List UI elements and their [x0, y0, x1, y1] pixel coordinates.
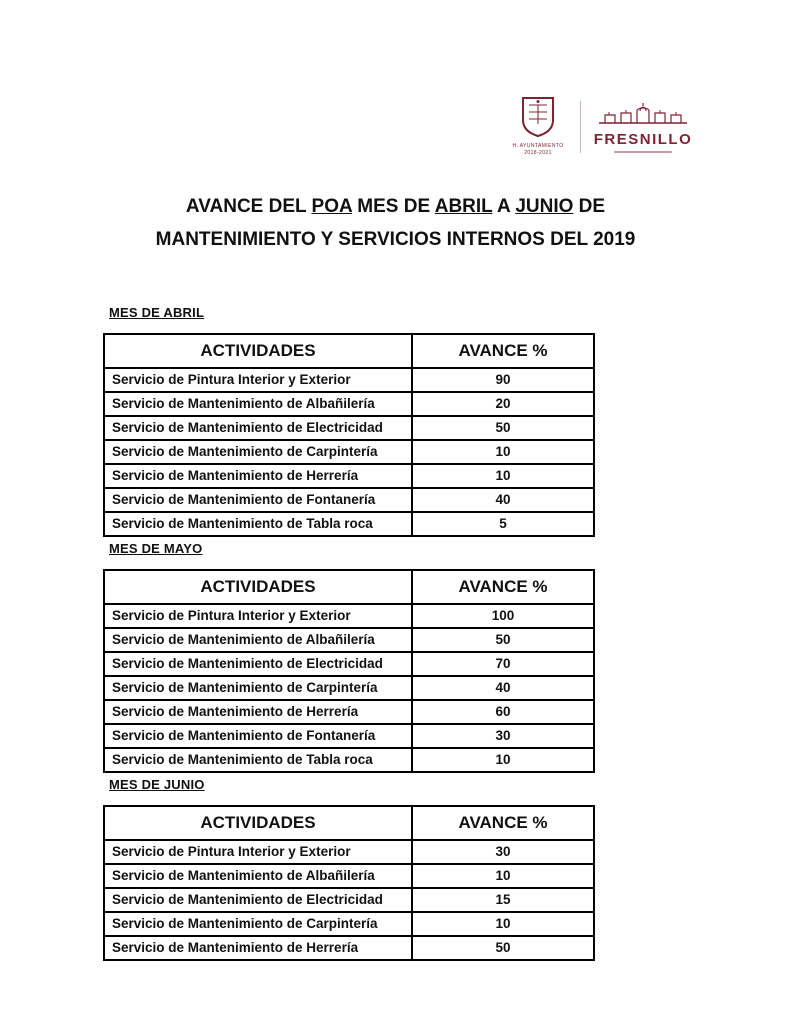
avance-cell: 10	[412, 912, 594, 936]
avance-header: AVANCE %	[412, 806, 594, 840]
activity-cell: Servicio de Mantenimiento de Electricidad	[104, 652, 412, 676]
section-label: MES DE MAYO	[109, 541, 203, 556]
table-row	[104, 416, 594, 440]
title-underlined-word: ABRIL	[434, 196, 493, 217]
avance-cell: 5	[412, 512, 594, 536]
table-row	[104, 368, 594, 392]
title-underlined-word: POA	[311, 196, 353, 217]
crest-caption-line2: 2018-2021	[524, 150, 552, 156]
table-row	[104, 604, 594, 628]
table-header-row	[104, 334, 594, 368]
avance-cell: 50	[412, 936, 594, 960]
table-row	[104, 748, 594, 772]
activity-cell: Servicio de Mantenimiento de Fontanería	[104, 488, 412, 512]
table-row	[104, 888, 594, 912]
title-underlined-word: JUNIO	[515, 196, 574, 217]
activity-cell: Servicio de Mantenimiento de Carpintería	[104, 912, 412, 936]
month-section	[103, 777, 593, 961]
doc-title-line1	[0, 190, 791, 223]
activity-cell: Servicio de Mantenimiento de Tabla roca	[104, 748, 412, 772]
activities-header: ACTIVIDADES	[104, 806, 412, 840]
municipal-crest	[508, 96, 568, 157]
doc-title	[0, 190, 791, 256]
month-section	[103, 541, 593, 773]
title-text: MES DE	[352, 196, 435, 217]
table-row	[104, 392, 594, 416]
avance-header: AVANCE %	[412, 570, 594, 604]
section-label: MES DE JUNIO	[109, 777, 205, 792]
table-row	[104, 652, 594, 676]
avance-cell: 100	[412, 604, 594, 628]
avance-cell: 90	[412, 368, 594, 392]
activity-cell: Servicio de Mantenimiento de Albañilería	[104, 864, 412, 888]
table-row	[104, 840, 594, 864]
avance-cell: 10	[412, 440, 594, 464]
avance-cell: 50	[412, 628, 594, 652]
fresnillo-building-icon	[597, 101, 689, 130]
activity-cell: Servicio de Mantenimiento de Herrería	[104, 700, 412, 724]
activities-header: ACTIVIDADES	[104, 570, 412, 604]
activity-cell: Servicio de Mantenimiento de Electricidad	[104, 416, 412, 440]
avance-cell: 15	[412, 888, 594, 912]
section-label: MES DE ABRIL	[109, 305, 205, 320]
table-header-row	[104, 570, 594, 604]
activity-cell: Servicio de Pintura Interior y Exterior	[104, 840, 412, 864]
table-row	[104, 488, 594, 512]
doc-title-line2: MANTENIMIENTO Y SERVICIOS INTERNOS DEL 2019	[155, 229, 636, 250]
avance-cell: 50	[412, 416, 594, 440]
avance-cell: 10	[412, 464, 594, 488]
activity-cell: Servicio de Mantenimiento de Herrería	[104, 464, 412, 488]
activity-cell: Servicio de Mantenimiento de Albañilería	[104, 628, 412, 652]
activity-cell: Servicio de Mantenimiento de Tabla roca	[104, 512, 412, 536]
avance-cell: 40	[412, 488, 594, 512]
avance-cell: 40	[412, 676, 594, 700]
activity-cell: Servicio de Mantenimiento de Electricidad	[104, 888, 412, 912]
table-row	[104, 864, 594, 888]
avance-cell: 20	[412, 392, 594, 416]
logo-divider	[580, 101, 581, 153]
activity-cell: Servicio de Pintura Interior y Exterior	[104, 604, 412, 628]
activity-cell: Servicio de Mantenimiento de Carpintería	[104, 676, 412, 700]
fresnillo-wordmark: FRESNILLO	[593, 130, 693, 148]
activities-header: ACTIVIDADES	[104, 334, 412, 368]
table-row	[104, 440, 594, 464]
title-text: DE	[573, 196, 606, 217]
activity-cell: Servicio de Mantenimiento de Carpintería	[104, 440, 412, 464]
avance-cell: 30	[412, 840, 594, 864]
title-text: AVANCE DEL	[185, 196, 312, 217]
avance-cell: 10	[412, 748, 594, 772]
activity-cell: Servicio de Mantenimiento de Fontanería	[104, 724, 412, 748]
table-header-row	[104, 806, 594, 840]
table-row	[104, 512, 594, 536]
header-logos	[508, 96, 693, 157]
avance-cell: 30	[412, 724, 594, 748]
activity-cell: Servicio de Pintura Interior y Exterior	[104, 368, 412, 392]
table-row	[104, 676, 594, 700]
avance-cell: 60	[412, 700, 594, 724]
sections	[103, 303, 593, 965]
table-row	[104, 700, 594, 724]
avance-cell: 10	[412, 864, 594, 888]
crest-shield-icon	[521, 96, 555, 143]
poa-table	[103, 569, 595, 773]
title-text: A	[492, 196, 516, 217]
table-row	[104, 912, 594, 936]
table-row	[104, 464, 594, 488]
fresnillo-tagline	[614, 151, 672, 153]
avance-header: AVANCE %	[412, 334, 594, 368]
fresnillo-logo	[593, 101, 693, 153]
crest-caption-line1: H. AYUNTAMIENTO	[512, 143, 564, 149]
poa-table	[103, 805, 595, 961]
activity-cell: Servicio de Mantenimiento de Herrería	[104, 936, 412, 960]
table-row	[104, 936, 594, 960]
activity-cell: Servicio de Mantenimiento de Albañilería	[104, 392, 412, 416]
poa-table	[103, 333, 595, 537]
table-row	[104, 628, 594, 652]
avance-cell: 70	[412, 652, 594, 676]
table-row	[104, 724, 594, 748]
month-section	[103, 305, 593, 537]
